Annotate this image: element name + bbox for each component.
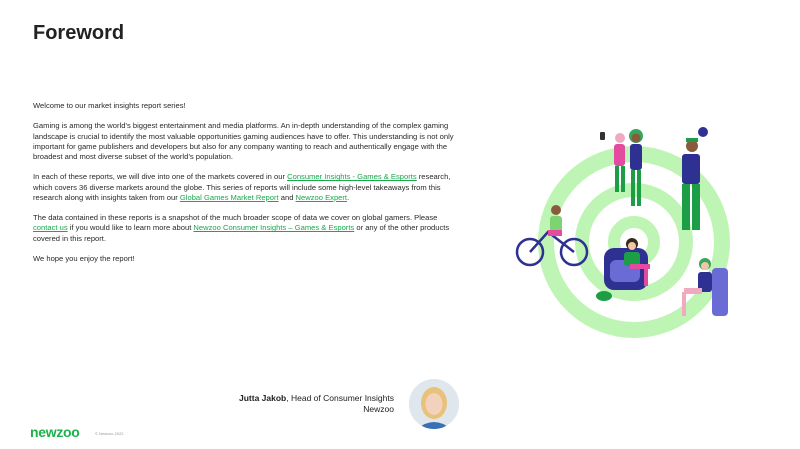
author-photo-icon: [409, 379, 459, 429]
paragraph-reports: [33, 172, 458, 203]
author-name: Jutta Jakob: [239, 393, 287, 403]
text: or any of the other products covered in this report.: [33, 223, 450, 243]
paragraph-data: [33, 213, 458, 244]
text: .: [347, 192, 350, 202]
text: research, which covers 36 diverse markets around the globe. This series of reports will include some high-level takeaways from this research along with insights taken from our: [33, 172, 451, 202]
global-games-market-report-link[interactable]: Global Games Market Report: [179, 192, 279, 202]
text: The data contained in these reports is a snapshot of the much broader scope of data we cover on global gamers. Please: [33, 213, 438, 223]
author-role: , Head of Consumer Insights: [286, 393, 394, 403]
author-line: [239, 393, 394, 404]
text: if you would like to learn more about: [67, 223, 194, 233]
paragraph-gaming: Gaming is among the world’s biggest entertainment and media platforms. An in-depth understanding of the complex gaming landscape is crucial to identify the most valuable opportunities gaming audiences have to offer. This understanding is not only important for game publishers and developers but also for any company wanting to reach and authentically engage with the broadest and most diverse subset of the world’s population.: [33, 121, 454, 161]
paragraph-closing: We hope you enjoy the report!: [33, 253, 135, 263]
page-title: Foreword: [33, 22, 125, 44]
contact-us-link[interactable]: contact us: [33, 223, 68, 233]
text: In each of these reports, we will dive into one of the markets covered in our: [33, 172, 288, 182]
newzoo-expert-link[interactable]: Newzoo Expert: [295, 192, 348, 202]
paragraph-welcome: Welcome to our market insights report series!: [33, 101, 186, 110]
gamers-illustration: [512, 124, 762, 342]
foreword-body: [33, 101, 458, 274]
avatar: [409, 379, 459, 429]
text: and: [278, 192, 296, 202]
signature-block: [239, 393, 394, 415]
newzoo-consumer-insights-link[interactable]: Newzoo Consumer Insights – Games & Esports: [193, 223, 355, 233]
copyright-text: © Newzoo 2022: [95, 431, 124, 436]
newzoo-logo: newzoo: [30, 424, 80, 440]
author-company: Newzoo: [363, 404, 394, 414]
consumer-insights-link[interactable]: Consumer Insights - Games & Esports: [287, 172, 417, 182]
